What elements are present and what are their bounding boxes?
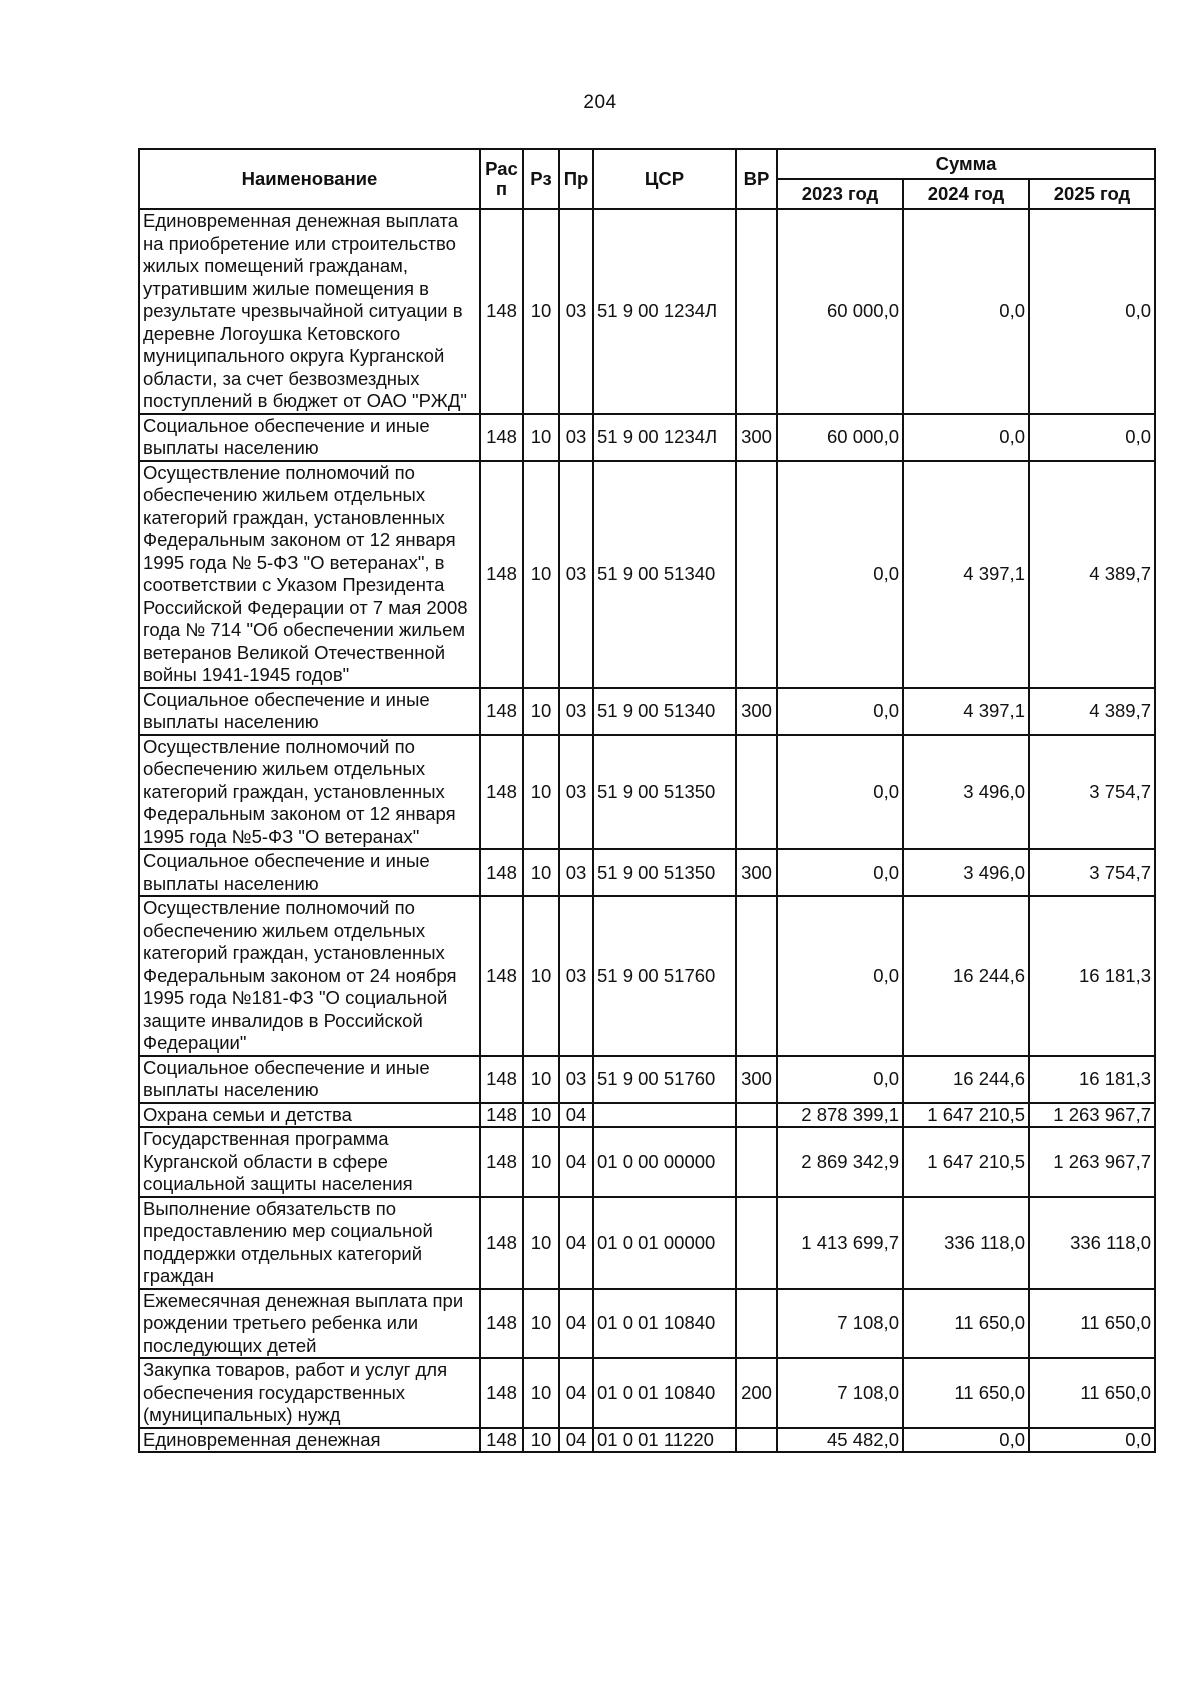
row-amount-2025: 16 181,3 <box>1029 1056 1155 1103</box>
row-amount-2025: 0,0 <box>1029 209 1155 414</box>
header-name: Наименование <box>139 149 480 209</box>
row-pr: 03 <box>559 1056 593 1103</box>
row-amount-2024: 0,0 <box>903 1428 1029 1453</box>
row-amount-2025: 3 754,7 <box>1029 735 1155 850</box>
row-amount-2023: 7 108,0 <box>777 1358 903 1428</box>
table-row <box>139 1428 1155 1453</box>
table-row <box>139 209 1155 414</box>
row-vr <box>736 896 777 1056</box>
row-csr: 51 9 00 1234Л <box>593 209 736 414</box>
row-rz: 10 <box>523 896 559 1056</box>
row-amount-2025: 4 389,7 <box>1029 688 1155 735</box>
row-pr: 03 <box>559 414 593 461</box>
row-vr <box>736 735 777 850</box>
row-rz: 10 <box>523 1197 559 1289</box>
row-rasp: 148 <box>480 896 523 1056</box>
row-rasp: 148 <box>480 1289 523 1359</box>
row-rasp: 148 <box>480 688 523 735</box>
row-amount-2024: 4 397,1 <box>903 688 1029 735</box>
table-row <box>139 414 1155 461</box>
row-csr: 51 9 00 51760 <box>593 1056 736 1103</box>
row-csr: 01 0 01 10840 <box>593 1358 736 1428</box>
header-rasp <box>480 149 523 209</box>
row-pr: 03 <box>559 896 593 1056</box>
table-row <box>139 688 1155 735</box>
row-rz: 10 <box>523 1056 559 1103</box>
row-csr: 01 0 01 00000 <box>593 1197 736 1289</box>
row-amount-2023: 0,0 <box>777 896 903 1056</box>
row-amount-2025: 3 754,7 <box>1029 849 1155 896</box>
row-vr <box>736 1127 777 1197</box>
row-amount-2023: 0,0 <box>777 1056 903 1103</box>
row-amount-2024: 0,0 <box>903 209 1029 414</box>
header-2025: 2025 год <box>1029 179 1155 209</box>
row-pr: 03 <box>559 688 593 735</box>
row-amount-2024: 1 647 210,5 <box>903 1103 1029 1128</box>
header-2023: 2023 год <box>777 179 903 209</box>
table-row <box>139 1127 1155 1197</box>
row-name: Социальное обеспечение и иные выплаты населению <box>139 849 480 896</box>
header-2024: 2024 год <box>903 179 1029 209</box>
table-row <box>139 735 1155 850</box>
row-rz: 10 <box>523 1428 559 1453</box>
row-pr: 04 <box>559 1289 593 1359</box>
table-header <box>139 149 1155 209</box>
row-amount-2024: 16 244,6 <box>903 1056 1029 1103</box>
row-pr: 03 <box>559 209 593 414</box>
row-vr <box>736 461 777 688</box>
row-rz: 10 <box>523 209 559 414</box>
row-amount-2025: 0,0 <box>1029 1428 1155 1453</box>
row-amount-2025: 11 650,0 <box>1029 1358 1155 1428</box>
row-pr: 04 <box>559 1358 593 1428</box>
row-rasp: 148 <box>480 1358 523 1428</box>
header-rasp-line2: п <box>495 178 508 199</box>
row-amount-2024: 16 244,6 <box>903 896 1029 1056</box>
row-amount-2023: 1 413 699,7 <box>777 1197 903 1289</box>
row-name: Осуществление полномочий по обеспечению жильем отдельных категорий граждан, установленных Федеральным законом от 24 ноября 1995 года №181-ФЗ "О социальной защите инвалидов в Российской Федерации" <box>139 896 480 1056</box>
row-rz: 10 <box>523 461 559 688</box>
row-csr: 51 9 00 1234Л <box>593 414 736 461</box>
row-name: Ежемесячная денежная выплата при рождении третьего ребенка или последующих детей <box>139 1289 480 1359</box>
row-vr: 300 <box>736 849 777 896</box>
row-amount-2023: 60 000,0 <box>777 414 903 461</box>
row-rz: 10 <box>523 688 559 735</box>
row-amount-2023: 7 108,0 <box>777 1289 903 1359</box>
row-amount-2024: 3 496,0 <box>903 735 1029 850</box>
row-pr: 03 <box>559 735 593 850</box>
table-row <box>139 896 1155 1056</box>
row-rz: 10 <box>523 1103 559 1128</box>
row-vr <box>736 1197 777 1289</box>
row-amount-2023: 0,0 <box>777 688 903 735</box>
row-name: Выполнение обязательств по предоставлению мер социальной поддержки отдельных категорий граждан <box>139 1197 480 1289</box>
row-csr: 51 9 00 51340 <box>593 688 736 735</box>
header-vr: ВР <box>736 149 777 209</box>
row-rz: 10 <box>523 735 559 850</box>
row-name: Охрана семьи и детства <box>139 1103 480 1128</box>
row-rasp: 148 <box>480 414 523 461</box>
row-csr: 01 0 01 10840 <box>593 1289 736 1359</box>
row-vr: 200 <box>736 1358 777 1428</box>
row-pr: 03 <box>559 849 593 896</box>
row-amount-2023: 45 482,0 <box>777 1428 903 1453</box>
header-pr: Пр <box>559 149 593 209</box>
row-vr <box>736 209 777 414</box>
row-pr: 04 <box>559 1103 593 1128</box>
row-amount-2023: 0,0 <box>777 849 903 896</box>
row-amount-2024: 11 650,0 <box>903 1289 1029 1359</box>
table-body <box>139 209 1155 1452</box>
header-summa: Сумма <box>777 149 1155 179</box>
row-rz: 10 <box>523 1358 559 1428</box>
row-amount-2023: 60 000,0 <box>777 209 903 414</box>
row-csr: 51 9 00 51340 <box>593 461 736 688</box>
row-amount-2024: 3 496,0 <box>903 849 1029 896</box>
row-amount-2024: 4 397,1 <box>903 461 1029 688</box>
row-vr: 300 <box>736 414 777 461</box>
header-rasp-line1: Рас <box>485 158 518 179</box>
row-amount-2024: 0,0 <box>903 414 1029 461</box>
table-row <box>139 1358 1155 1428</box>
row-amount-2024: 336 118,0 <box>903 1197 1029 1289</box>
row-amount-2023: 2 869 342,9 <box>777 1127 903 1197</box>
row-rasp: 148 <box>480 1056 523 1103</box>
row-rasp: 148 <box>480 1428 523 1453</box>
row-amount-2023: 2 878 399,1 <box>777 1103 903 1128</box>
row-rz: 10 <box>523 414 559 461</box>
row-rasp: 148 <box>480 209 523 414</box>
row-pr: 04 <box>559 1127 593 1197</box>
row-csr: 01 0 00 00000 <box>593 1127 736 1197</box>
page-number: 204 <box>583 92 617 113</box>
row-rz: 10 <box>523 1289 559 1359</box>
row-name: Осуществление полномочий по обеспечению жильем отдельных категорий граждан, установленных Федеральным законом от 12 января 1995 года №5-ФЗ "О ветеранах" <box>139 735 480 850</box>
row-csr: 01 0 01 11220 <box>593 1428 736 1453</box>
row-name: Единовременная денежная <box>139 1428 480 1453</box>
row-name: Социальное обеспечение и иные выплаты населению <box>139 688 480 735</box>
row-name: Государственная программа Курганской области в сфере социальной защиты населения <box>139 1127 480 1197</box>
row-amount-2023: 0,0 <box>777 461 903 688</box>
row-name: Социальное обеспечение и иные выплаты населению <box>139 414 480 461</box>
row-amount-2025: 11 650,0 <box>1029 1289 1155 1359</box>
row-pr: 04 <box>559 1197 593 1289</box>
row-pr: 03 <box>559 461 593 688</box>
row-rasp: 148 <box>480 461 523 688</box>
row-pr: 04 <box>559 1428 593 1453</box>
row-vr <box>736 1428 777 1453</box>
row-vr <box>736 1289 777 1359</box>
row-name: Единовременная денежная выплата на приобретение или строительство жилых помещений гражданам, утратившим жилые помещения в результате чрезвычайной ситуации в деревне Логоушка Кетовского муниципального округа Курганской области, за счет безвозмездных поступлений в бюджет от ОАО "РЖД" <box>139 209 480 414</box>
row-name: Закупка товаров, работ и услуг для обеспечения государственных (муниципальных) нужд <box>139 1358 480 1428</box>
header-csr: ЦСР <box>593 149 736 209</box>
budget-table <box>138 148 1156 1453</box>
row-name: Осуществление полномочий по обеспечению жильем отдельных категорий граждан, установленных Федеральным законом от 12 января 1995 года № 5-ФЗ "О ветеранах", в соответствии с Указом Президента Российской Федерации от 7 мая 2008 года № 714 "Об обеспечении жильем ветеранов Великой Отечественной войны 1941-1945 годов" <box>139 461 480 688</box>
row-rasp: 148 <box>480 1197 523 1289</box>
table-row <box>139 461 1155 688</box>
row-rasp: 148 <box>480 1127 523 1197</box>
row-vr: 300 <box>736 1056 777 1103</box>
header-rz: Рз <box>523 149 559 209</box>
row-rasp: 148 <box>480 735 523 850</box>
row-amount-2025: 336 118,0 <box>1029 1197 1155 1289</box>
row-amount-2025: 16 181,3 <box>1029 896 1155 1056</box>
row-csr: 51 9 00 51350 <box>593 849 736 896</box>
row-rz: 10 <box>523 849 559 896</box>
row-vr: 300 <box>736 688 777 735</box>
row-rasp: 148 <box>480 1103 523 1128</box>
table-row <box>139 1197 1155 1289</box>
table-row <box>139 1289 1155 1359</box>
row-csr <box>593 1103 736 1128</box>
row-amount-2024: 11 650,0 <box>903 1358 1029 1428</box>
table-row <box>139 1056 1155 1103</box>
row-vr <box>736 1103 777 1128</box>
row-amount-2023: 0,0 <box>777 735 903 850</box>
row-csr: 51 9 00 51760 <box>593 896 736 1056</box>
row-amount-2025: 1 263 967,7 <box>1029 1103 1155 1128</box>
row-name: Социальное обеспечение и иные выплаты населению <box>139 1056 480 1103</box>
row-amount-2025: 0,0 <box>1029 414 1155 461</box>
table-row <box>139 1103 1155 1128</box>
row-rz: 10 <box>523 1127 559 1197</box>
table-row <box>139 849 1155 896</box>
row-amount-2025: 1 263 967,7 <box>1029 1127 1155 1197</box>
row-csr: 51 9 00 51350 <box>593 735 736 850</box>
row-rasp: 148 <box>480 849 523 896</box>
row-amount-2024: 1 647 210,5 <box>903 1127 1029 1197</box>
row-amount-2025: 4 389,7 <box>1029 461 1155 688</box>
